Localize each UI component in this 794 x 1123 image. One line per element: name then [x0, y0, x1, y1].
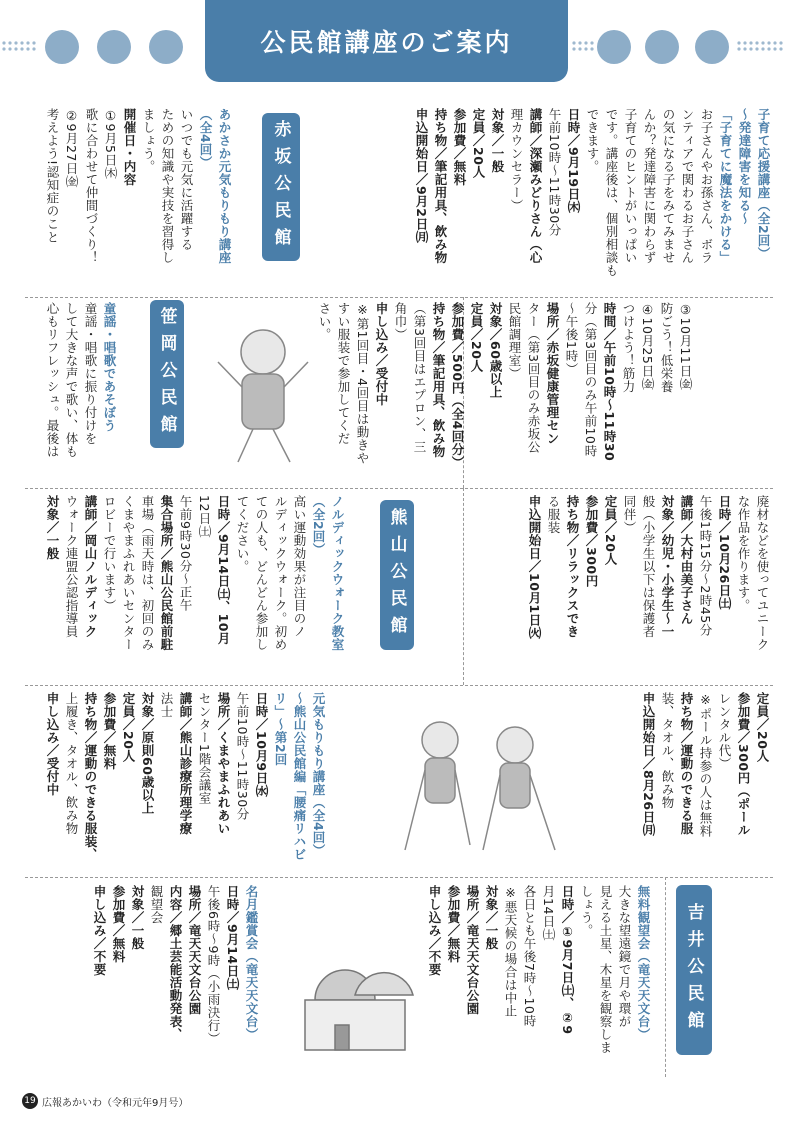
- text-line: ④10月25日㈮: [640, 302, 655, 391]
- text-line: 参加費／300円: [584, 495, 599, 588]
- text-line: 申込開始日／10月1日㈫: [527, 495, 542, 640]
- text-line: 参加費／無料: [446, 885, 461, 963]
- text-line: 月14日㈯: [541, 885, 556, 941]
- text-line: 場所／赤坂健康管理セン: [545, 302, 560, 445]
- akasaka-genki-title: あかさか元気もりもり講座: [217, 108, 232, 264]
- akasaka-genki-text: [82, 108, 234, 288]
- text-line: （全2回）: [311, 495, 326, 557]
- text-line: 対象／一般: [45, 495, 60, 560]
- text-line: 装、タオル、飲み物: [660, 692, 675, 809]
- text-line: 対象／一般: [484, 885, 499, 950]
- text-line: 高い運動効果が注目のノ: [292, 495, 307, 638]
- text-line: 申し込み／不要: [427, 885, 442, 976]
- text-line: いつでも元気に活躍する: [179, 108, 194, 251]
- text-line: 持ち物／運動のできる服: [679, 692, 694, 835]
- text-line: つけよう！筋力: [621, 302, 636, 393]
- text-line: 12日㈯: [197, 495, 212, 538]
- text-line: ～午後1時）: [564, 302, 579, 376]
- sasaoka-bottom-text: [43, 302, 119, 482]
- text-line: 時間／午前10時～11時30: [602, 302, 617, 462]
- text-line: ター（第3回目のみ赤坂公: [526, 302, 541, 454]
- text-line: して大きな声で歌い、体も: [64, 302, 79, 458]
- text-line: 上履き、タオル、飲み物: [64, 692, 79, 835]
- text-line: 歌に合わせて仲間づくり！: [84, 108, 99, 264]
- text-line: 定員／20人: [469, 302, 484, 373]
- divider: [25, 297, 773, 298]
- text-line: 申込開始日／9月2日㈪: [414, 108, 429, 244]
- text-line: ①9月5日㈭: [103, 108, 118, 180]
- header-dots-left: [0, 40, 40, 54]
- text-line: （第3回目はエプロン、三: [412, 302, 427, 454]
- text-line: 講師／熊山診療所理学療: [178, 692, 193, 835]
- sasaoka-course-title: 童謡・唱歌であそぼう: [102, 302, 117, 432]
- text-line: お子さんやお孫さん、ボラ: [699, 108, 714, 264]
- text-line: 申し込み／不要: [92, 885, 107, 976]
- genki-bottom-text: [43, 692, 328, 872]
- text-line: 民館調理室）: [507, 302, 522, 380]
- text-line: てください。: [235, 495, 250, 573]
- text-line: 対象／一般: [130, 885, 145, 950]
- nordic-walkers-illustration: [395, 700, 575, 860]
- text-line: 各日とも午後7時～10時: [522, 885, 537, 1028]
- text-line: 講師／大村由美子さん: [679, 495, 694, 625]
- text-line: ②9月27日㈮: [64, 108, 79, 188]
- text-line: 集合場所／熊山公民館前駐: [159, 495, 174, 651]
- text-line: 対象／原則60歳以上: [140, 692, 155, 815]
- text-line: （全4回）: [198, 108, 213, 170]
- tag-icon: [695, 30, 729, 64]
- text-line: 分（第3回目のみ午前10時: [583, 302, 598, 458]
- text-line: 日時／①9月7日㈯、②9: [560, 885, 575, 1035]
- text-line: 午前9時30分～正午: [178, 495, 193, 612]
- text-line: 参加費／無料: [102, 692, 117, 770]
- divider: [25, 685, 773, 686]
- text-line: 申込開始日／8月26日㈪: [641, 692, 656, 837]
- text-line: ロビーで行います）: [102, 495, 117, 612]
- elderly-man-illustration: [208, 312, 318, 472]
- text-line: 参加費／500円（全4回分）: [450, 302, 465, 469]
- text-line: 法士: [159, 692, 174, 718]
- text-line: 観望会: [149, 885, 164, 924]
- text-line: くまやまふれあいセンター: [121, 495, 136, 651]
- page-title: 公民館講座のご案内: [205, 0, 568, 82]
- akasaka-left-text: [43, 108, 81, 288]
- text-line: 持ち物／運動のできる服装、: [83, 692, 98, 861]
- text-line: リ」～第2回: [273, 692, 288, 767]
- text-line: ※ポール持参の人は無料: [698, 692, 713, 838]
- text-line: な作品を作ります。: [736, 495, 751, 612]
- text-line: 対象／幼児・小学生～一: [660, 495, 675, 638]
- text-line: 申し込み／受付中: [374, 302, 389, 406]
- header-dots-right: [570, 40, 596, 54]
- text-line: 場所／くまやまふれあい: [216, 692, 231, 835]
- genki-top-text: [639, 692, 772, 872]
- text-line: 対象／一般: [490, 108, 505, 173]
- divider: [25, 488, 773, 489]
- text-line: 参加費／無料: [452, 108, 467, 186]
- text-line: です。講座後は、個別相談も: [604, 108, 619, 277]
- text-line: 参加費／無料: [111, 885, 126, 963]
- text-line: 定員／20人: [755, 692, 770, 763]
- publication-name: 広報あかいわ（令和元年9月号）: [42, 1097, 189, 1109]
- column-divider: [665, 877, 666, 1077]
- text-line: センター1階会議室: [197, 692, 212, 805]
- text-line: 大きな望遠鏡で月や環が: [617, 885, 632, 1028]
- page-number: 19: [22, 1093, 38, 1109]
- text-line: 廃材などを使ってユニーク: [755, 495, 770, 651]
- text-line: 定員／20人: [603, 495, 618, 566]
- text-line: 持ち物／筆記用具、飲み物: [431, 302, 446, 458]
- text-line: 見える土星、木星を観察しま: [598, 885, 613, 1054]
- header-dots-far-right: [735, 40, 790, 54]
- text-line: 考えよう!認知症のこと: [45, 108, 60, 244]
- text-line: 講師／深瀬みどりさん（心: [528, 108, 543, 264]
- akasaka-course-subtitle: ～発達障害を知る～: [737, 108, 752, 225]
- text-line: 定員／20人: [121, 692, 136, 763]
- kumayama-course-title: ノルディックウォーク教室: [330, 495, 345, 651]
- text-line: 内容／郷土芸能活動発表、: [168, 885, 183, 1041]
- text-line: んか？発達障害に関わらず: [642, 108, 657, 264]
- text-line: 防ごう！低栄養: [659, 302, 674, 393]
- text-line: 理カウンセラー）: [509, 108, 524, 212]
- akasaka-course-title: 子育て応援講座（全2回）: [756, 108, 771, 261]
- text-line: ウォーク連盟公認指導員: [64, 495, 79, 638]
- text-line: 場所／竜天天文台公園: [187, 885, 202, 1015]
- text-line: 心もリフレッシュ。最後は: [45, 302, 60, 458]
- text-line: 般（小学生以下は保護者: [641, 495, 656, 638]
- text-line: レンタル代）: [717, 692, 732, 770]
- text-line: ※第1回目・4回目は動きや: [355, 302, 370, 465]
- column-divider: [463, 488, 464, 685]
- text-line: 午後1時15分～2時45分: [698, 495, 713, 637]
- text-line: ルディックウォーク。初め: [273, 495, 288, 651]
- akasaka-main-text: [412, 108, 773, 288]
- divider: [25, 877, 773, 878]
- footer: [22, 1093, 188, 1109]
- text-line: ～熊山公民館編「腰痛リハビ: [292, 692, 307, 861]
- kumayama-bottom-text: [43, 495, 347, 680]
- kumayama-top-text: [525, 495, 772, 680]
- text-line: ③10月11日㈮: [678, 302, 693, 391]
- yoshii-course-title: 無料観望会（竜天天文台）: [636, 885, 651, 1041]
- text-line: ための知識や実技を習得し: [160, 108, 175, 264]
- text-line: 日時／10月9日㈬: [254, 692, 269, 798]
- yoshii-tag: 吉井公民館: [676, 885, 712, 1055]
- text-line: る服装: [546, 495, 561, 534]
- pencil-icon: [597, 30, 631, 64]
- text-line: 定員／20人: [471, 108, 486, 179]
- text-line: の気になる子をみてみませ: [661, 108, 676, 264]
- scissors-icon: [149, 30, 183, 64]
- yoshii-bottom-text: [90, 885, 261, 1075]
- genki-course-title: 元気もりもり講座（全4回）: [311, 692, 326, 858]
- text-line: ての人も、どんどん参加し: [254, 495, 269, 651]
- utensils-icon: [645, 30, 679, 64]
- text-line: 日時／9月14日㈯、10月: [216, 495, 231, 645]
- sasaoka-tag: 笹岡公民館: [150, 300, 184, 448]
- yoshii-meigetsu-title: 名月鑑賞会（竜天天文台）: [244, 885, 259, 1041]
- text-line: すい服装で参加してくだ: [336, 302, 351, 445]
- cupcake-icon: [97, 30, 131, 64]
- text-line: しょう。: [579, 885, 594, 937]
- akasaka-course-subtitle: 「子育てに魔法をかける」: [718, 108, 733, 264]
- text-line: 申し込み／受付中: [45, 692, 60, 796]
- sasaoka-top-text: [315, 302, 695, 482]
- text-line: ※悪天候の場合は中止: [503, 885, 518, 1018]
- text-line: ンティアで関わるお子さん: [680, 108, 695, 264]
- text-line: 同伴）: [622, 495, 637, 534]
- text-line: 日時／10月26日㈯: [717, 495, 732, 610]
- text-line: 日時／9月14日㈯: [225, 885, 240, 991]
- text-line: 持ち物／筆記用具、飲み物: [433, 108, 448, 264]
- text-line: 持ち物／リラックスでき: [565, 495, 580, 638]
- text-line: 車場（雨天時は、初回のみ: [140, 495, 155, 651]
- telescope-icon: [45, 30, 79, 64]
- akasaka-tag: 赤坂公民館: [262, 113, 300, 261]
- text-line: できます。: [585, 108, 600, 173]
- text-line: ましょう。: [141, 108, 156, 173]
- text-line: 角巾）: [393, 302, 408, 341]
- observatory-illustration: [295, 940, 415, 1060]
- text-line: 参加費／300円（ポール: [736, 692, 751, 837]
- text-line: 子育てのヒントがいっぱい: [623, 108, 638, 264]
- text-line: さい。: [317, 302, 332, 341]
- text-line: 日時／9月19日㈭: [566, 108, 581, 214]
- text-line: 講師／岡山ノルディック: [83, 495, 98, 638]
- text-line: 場所／竜天天文台公園: [465, 885, 480, 1015]
- text-line: 午前10時～11時30分: [547, 108, 562, 237]
- text-line: 午前10時～11時30分: [235, 692, 250, 821]
- text-line: 対象／60歳以上: [488, 302, 503, 399]
- text-line: 開催日・内容: [122, 108, 137, 186]
- kumayama-tag: 熊山公民館: [380, 500, 414, 650]
- yoshii-top-text: [425, 885, 653, 1075]
- text-line: 童謡・唱歌に振り付けを: [83, 302, 98, 445]
- text-line: 午後6時～9時（小雨決行）: [206, 885, 221, 1045]
